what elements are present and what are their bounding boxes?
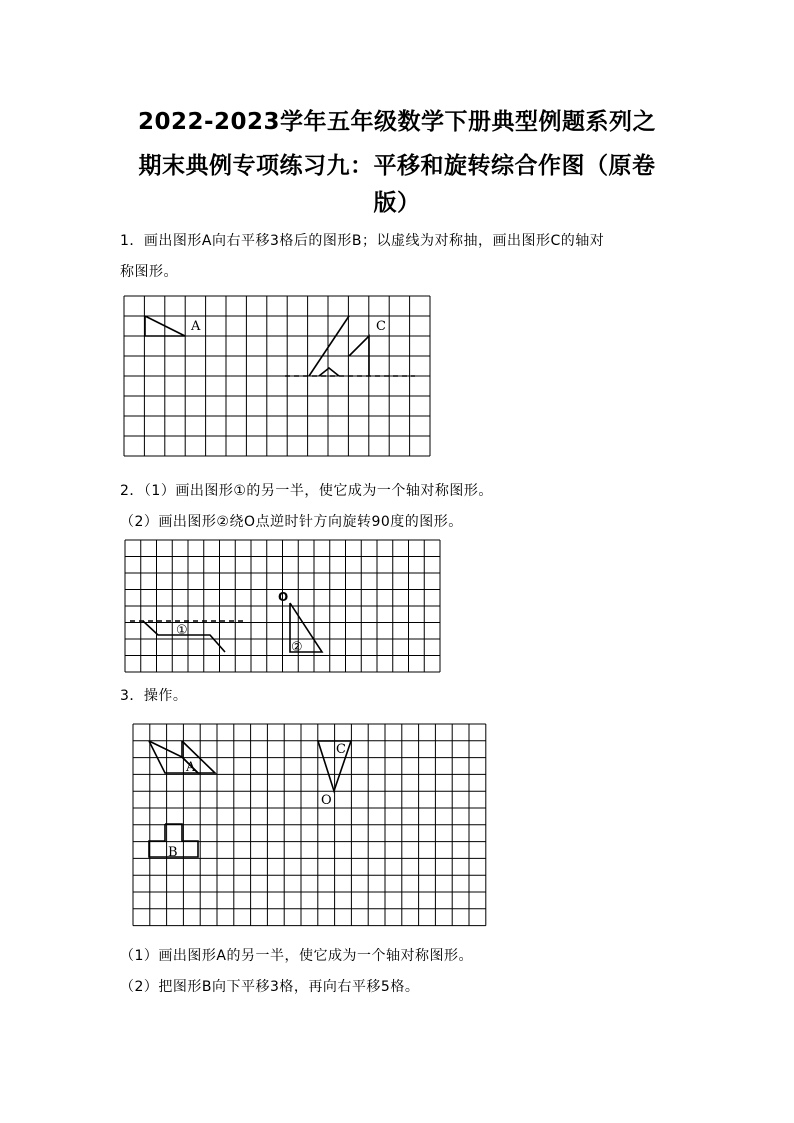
shape-c-notch: [319, 368, 339, 376]
page-title-line-2: 期末典例专项练习九：平移和旋转综合作图（原卷: [138, 153, 656, 179]
label-a: A: [191, 319, 201, 334]
page-title-line-3: 版）: [373, 190, 421, 216]
label-o: O: [278, 590, 289, 604]
label-c: C: [336, 742, 346, 757]
question-2-text-line-2: （2）画出图形②绕O点逆时针方向旋转90度的图形。: [120, 514, 463, 530]
question-3-sub-1: （1）画出图形A的另一半，使它成为一个轴对称图形。: [120, 948, 473, 964]
page-title-line-1: 2022-2023学年五年级数学下册典型例题系列之: [137, 109, 657, 135]
label-circled-1: ①: [176, 623, 188, 638]
question-3-sub-2: （2）把图形B向下平移3格，再向右平移5格。: [120, 979, 420, 995]
label-b: B: [168, 845, 178, 860]
label-o: O: [321, 793, 332, 808]
label-circled-2: ②: [291, 640, 303, 655]
question-2-grid: [125, 540, 440, 672]
question-2-text-line-1: 2．（1）画出图形①的另一半，使它成为一个轴对称图形。: [120, 483, 493, 499]
question-3-grid: [133, 724, 486, 926]
question-2-grid-figure: [125, 538, 445, 674]
question-1-grid-figure: [120, 290, 440, 460]
question-1-text-line-1: 1．画出图形A向右平移3格后的图形B；以虚线为对称抽，画出图形C的轴对: [120, 233, 605, 249]
label-c: C: [376, 319, 386, 334]
question-3-grid-figure: [131, 722, 493, 932]
label-a: A: [186, 760, 196, 775]
question-3-heading: 3．操作。: [120, 688, 188, 704]
question-1-text-line-2: 称图形。: [120, 264, 178, 280]
